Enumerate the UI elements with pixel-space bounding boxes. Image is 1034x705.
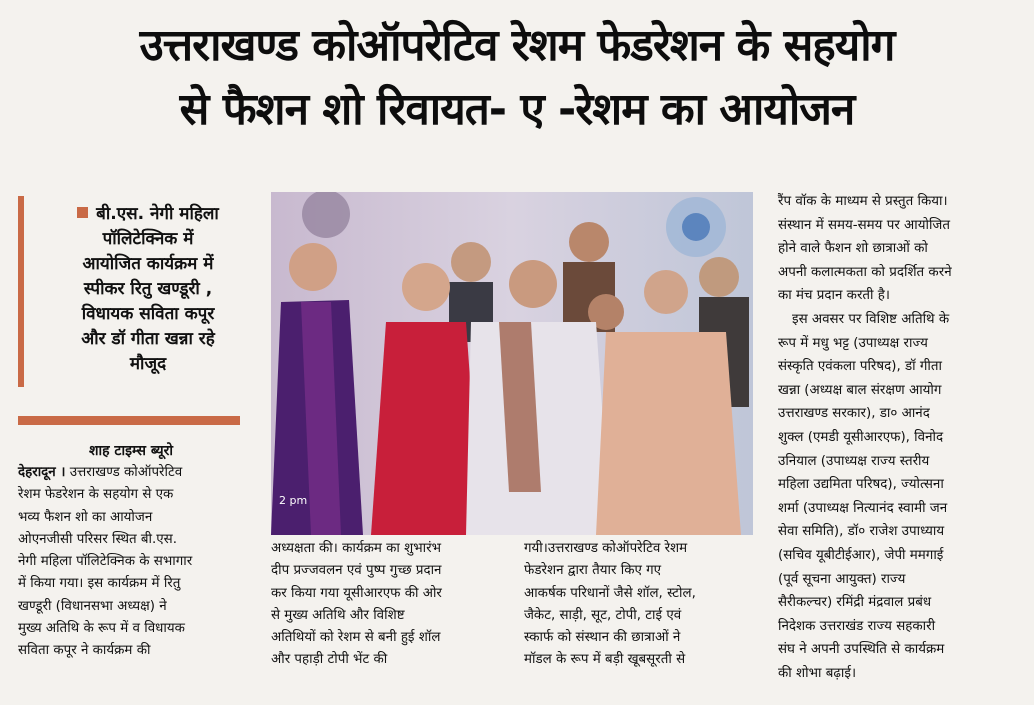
saree-peach — [596, 332, 741, 535]
text-line: निदेशक उत्तराखंड राज्य सहकारी — [778, 618, 936, 634]
event-photo — [271, 192, 753, 535]
headline — [0, 0, 1034, 142]
text-line: शुक्ल (एमडी यूसीआरएफ), विनोद — [778, 429, 944, 445]
text-line: से मुख्य अतिथि और विशिष्ट — [271, 607, 405, 623]
deck-line: मौजूद — [129, 354, 167, 374]
text-line: आकर्षक परिधानों जैसे शॉल, स्टोल, — [524, 585, 696, 601]
text-line: फेडरेशन द्वारा तैयार किए गए — [524, 563, 662, 579]
text-line: अपनी कलात्मकता को प्रदर्शित करने — [778, 264, 952, 280]
deck-line: बी.एस. नेगी महिला — [38, 202, 258, 227]
text-line: का मंच प्रदान करती है। — [778, 288, 890, 304]
deck-rule — [18, 416, 240, 425]
text-line: स्कार्फ को संस्थान की छात्राओं ने — [524, 630, 681, 646]
text-line: संघ ने अपनी उपस्थिति से कार्यक्रम — [778, 642, 945, 658]
headline-line-2: से फैशन शो रिवायत- ए -रेशम का आयोजन — [179, 84, 855, 135]
text-line: रेशम फेडरेशन के सहयोग से एक — [18, 487, 174, 503]
text-line: ओएनजीसी परिसर स्थित बी.एस. — [18, 531, 177, 547]
text-line: अध्यक्षता की। कार्यक्रम का शुभारंभ — [271, 541, 442, 556]
text-line: मुख्य अतिथि के रूप में व विधायक — [18, 621, 185, 637]
text-line: सविता कपूर ने कार्यक्रम की — [18, 643, 151, 659]
dateline: देहरादून । — [18, 465, 66, 480]
deck-line: पॉलिटेक्निक में — [102, 229, 194, 249]
byline: शाह टाइम्स ब्यूरो — [88, 443, 174, 459]
column-1 — [18, 462, 244, 663]
square-bullet-icon — [77, 207, 88, 218]
text-line: खण्डूरी (विधानसभा अध्यक्ष) ने — [18, 598, 167, 614]
column-2 — [271, 538, 499, 672]
photo-illustration — [271, 192, 753, 535]
text-line: होने वाले फैशन शो छात्राओं को — [778, 241, 928, 257]
text-line: शर्मा (उपाध्यक्ष नित्यानंद स्वामी जन — [778, 500, 948, 516]
column-3 — [524, 538, 752, 672]
text-line: इस अवसर पर विशिष्ट अतिथि के — [792, 311, 950, 327]
text-line: महिला उद्यमिता परिषद), ज्योत्सना — [778, 477, 944, 493]
text-line: संस्थान में समय-समय पर आयोजित — [778, 217, 951, 233]
text-line: जैकेट, साड़ी, सूट, टोपी, टाई एवं — [524, 607, 682, 623]
text-line: में किया गया। इस कार्यक्रम में रितु — [18, 576, 181, 592]
jacket-red — [371, 322, 481, 535]
text-line: भव्य फैशन शो का आयोजन — [18, 509, 153, 525]
text-line: उनियाल (उपाध्यक्ष राज्य स्तरीय — [778, 453, 930, 469]
backdrop-logo — [302, 192, 350, 238]
suit-white — [466, 322, 611, 535]
text-line: (सचिव यूबीटीईआर), जेपी ममगाई — [778, 547, 944, 563]
text-line: (पूर्व सूचना आयुक्त) राज्य — [778, 571, 906, 587]
text-line: मॉडल के रूप में बड़ी खूबसूरती से — [524, 652, 686, 668]
text-line: और पहाड़ी टोपी भेंट की — [271, 652, 388, 668]
text-line: खन्ना (अध्यक्ष बाल संरक्षण आयोग — [778, 382, 942, 398]
text-line: अतिथियों को रेशम से बनी हुई शॉल — [271, 630, 441, 646]
deck-line: विधायक सविता कपूर — [81, 304, 215, 324]
deck-line: और डॉ गीता खन्ना रहे — [81, 329, 215, 349]
text-line: की शोभा बढ़ाई। — [778, 665, 857, 681]
text-line: गयी।उत्तराखण्ड कोऑपरेटिव रेशम — [524, 541, 688, 556]
text-line: नेगी महिला पॉलिटेक्निक के सभागार — [18, 554, 193, 570]
deck-line: आयोजित कार्यक्रम में — [82, 254, 214, 274]
photo-timestamp: 2 pm — [279, 494, 308, 507]
column-4 — [778, 190, 1014, 685]
text-line: रैंप वॉक के माध्यम से प्रस्तुत किया। — [778, 194, 948, 209]
text-line: रूप में मधु भट्ट (उपाध्यक्ष राज्य — [778, 335, 928, 351]
deck — [18, 196, 262, 387]
text-line: संस्कृति एवंकला परिषद), डॉ गीता — [778, 359, 942, 375]
text-line: कर किया गया यूसीआरएफ की ओर — [271, 585, 442, 601]
text-line: सेवा समिति), डॉ० राजेश उपाध्याय — [778, 524, 945, 540]
deck-line: स्पीकर रितु खण्डूरी , — [83, 279, 213, 299]
text-line: देहरादून । उत्तराखण्ड कोऑपरेटिव — [18, 465, 183, 480]
text-line: सैरीकल्चर) रमिंद्री मंद्रवाल प्रबंध — [778, 595, 932, 611]
text-line: दीप प्रज्जवलन एवं पुष्प गुच्छ प्रदान — [271, 563, 442, 579]
text-line: उत्तराखण्ड सरकार), डा० आनंद — [778, 406, 930, 422]
headline-line-1: उत्तराखण्ड कोऑपरेटिव रेशम फेडरेशन के सहयोग — [139, 20, 895, 71]
